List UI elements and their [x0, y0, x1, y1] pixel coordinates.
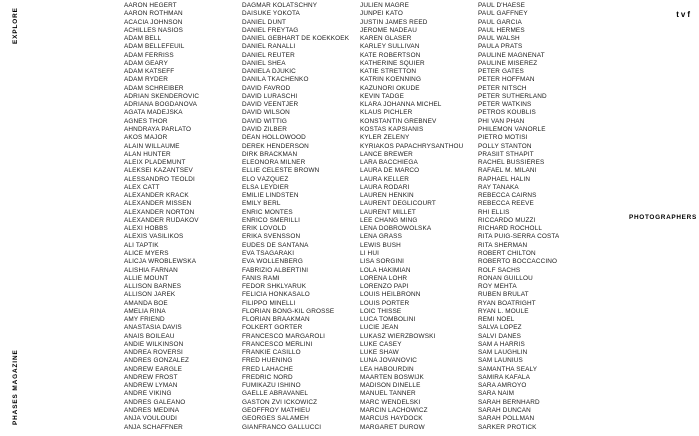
photographer-link[interactable]: PRASIIT STHAPIT	[478, 150, 534, 158]
photographer-link[interactable]: SAM LAUNIUS	[478, 357, 523, 365]
explore-nav-link[interactable]: EXPLORE	[12, 7, 19, 44]
photographer-link[interactable]: LEWIS BUSH	[360, 241, 401, 249]
photographer-link[interactable]: PAUL WALSH	[478, 35, 520, 43]
photographer-link[interactable]: PETER NITSCH	[478, 84, 527, 92]
photographer-link[interactable]: ALI TAPTIK	[124, 241, 159, 249]
photographer-link[interactable]: SALVI DANÉS	[478, 332, 522, 340]
photographer-link[interactable]: ALAN HUNTER	[124, 150, 171, 158]
photographer-link[interactable]: KOSTAS KAPSIANIS	[360, 125, 424, 133]
photographer-link[interactable]: ANDRÉ VIKING	[124, 390, 172, 398]
photographer-link[interactable]: ALICJA WRÓBLEWSKA	[124, 258, 197, 266]
photographer-link[interactable]: RICCARDO MUZZI	[478, 216, 536, 224]
photographer-link[interactable]: GEOFFROY MATHIEU	[242, 407, 311, 415]
photographer-link[interactable]: RITA PUIG-SERRA COSTA	[478, 233, 560, 241]
photographer-link[interactable]: KLAUS PICHLER	[360, 109, 413, 117]
photographer-link[interactable]: ANDREW LYMAN	[124, 382, 178, 390]
photographer-link[interactable]: DAVID FAVROD	[242, 84, 291, 92]
photographer-link[interactable]: PETER GATES	[478, 68, 524, 76]
photographer-link[interactable]: FANIS RAMI	[242, 274, 280, 282]
photographer-link[interactable]: KLARA JOHANNA MICHEL	[360, 101, 442, 109]
photographer-link[interactable]: GIANFRANCO GALLUCCI	[242, 423, 322, 431]
photographer-link[interactable]: PAUL GARCIA	[478, 18, 522, 26]
photographer-link[interactable]: LUKE CASEY	[360, 340, 402, 348]
photographer-link[interactable]: LAURA KELLER	[360, 175, 410, 183]
photographer-link[interactable]: ADAM GEARY	[124, 59, 168, 67]
photographer-link[interactable]: ALESSANDRO TEOLDI	[124, 175, 195, 183]
photographer-link[interactable]: RITA SHERMAN	[478, 241, 528, 249]
photographer-link[interactable]: KEVIN TADGE	[360, 92, 405, 100]
photographer-link[interactable]: EMILIE LINDSTEN	[242, 192, 299, 200]
photographer-link[interactable]: ALEXANDER RUDAKOV	[124, 216, 199, 224]
photographer-link[interactable]: LAURENT DEGLICOURT	[360, 200, 436, 208]
photographer-link[interactable]: AHNDRAYA PARLATO	[124, 125, 192, 133]
photographer-link[interactable]: RÉMI NOËL	[478, 316, 515, 324]
photographer-link[interactable]: SAMIRA KAFALA	[478, 373, 531, 381]
photographer-link[interactable]: ADAM SCHREIBER	[124, 84, 184, 92]
photographer-link[interactable]: ANASTASIA DAVIS	[124, 324, 182, 332]
photographer-link[interactable]: ANDREW FROST	[124, 373, 178, 381]
social-links	[676, 11, 690, 19]
photographer-link[interactable]: PAUL HERMES	[478, 26, 525, 34]
photographer-link[interactable]: RICHARD ROCHOLL	[478, 225, 543, 233]
photographer-link[interactable]: DAISUKE YOKOTA	[242, 10, 300, 18]
photographer-link[interactable]: LENA GRASS	[360, 233, 402, 241]
photographer-link[interactable]: DAVID ZILBER	[242, 125, 288, 133]
photographer-link[interactable]: KONSTANTIN GREBNEV	[360, 117, 437, 125]
photographer-link[interactable]: LOUIS PORTER	[360, 299, 410, 307]
photographer-link[interactable]: ANJA SCHAFFNER	[124, 423, 183, 431]
photographer-link[interactable]: ADRIANA BOGDANOVA	[124, 101, 198, 109]
photographer-link[interactable]: ANAÏS BOILEAU	[124, 332, 175, 340]
photographer-link[interactable]: ADAM FERRISS	[124, 51, 174, 59]
photographers-nav-link[interactable]: PHOTOGRAPHERS	[629, 214, 697, 221]
photographer-link[interactable]: ANJA VOULOUDI	[124, 415, 178, 423]
photographer-link[interactable]: RUBEN BRULAT	[478, 291, 529, 299]
photographer-link[interactable]: PETER HOFFMAN	[478, 76, 535, 84]
photographer-link[interactable]: LÉA HABOURDIN	[360, 365, 414, 373]
photographer-link[interactable]: KYLER ZELENY	[360, 134, 410, 142]
photographer-link[interactable]: LOÏC THISSE	[360, 307, 402, 315]
photographer-link[interactable]: EUDES DE SANTANA	[242, 241, 309, 249]
photographer-link[interactable]: PIETRO MOTISI	[478, 134, 528, 142]
photographer-link[interactable]: PETROS KOUBLIS	[478, 109, 536, 117]
photographer-link[interactable]: JULIEN MAGRE	[360, 2, 410, 9]
photographer-link[interactable]: FRED LAHACHE	[242, 365, 294, 373]
photographer-link[interactable]: FRANCESCO MERLINI	[242, 340, 313, 348]
photographer-link[interactable]: DAVID LURASCHI	[242, 92, 298, 100]
photographer-link[interactable]: ELEONORA MILNER	[242, 159, 306, 167]
photographer-link[interactable]: LENA DOBROWOLSKA	[360, 225, 432, 233]
photographer-link[interactable]: RYAN BOATRIGHT	[478, 299, 536, 307]
photographer-link[interactable]: DANILA TKACHENKO	[242, 76, 309, 84]
photographer-link[interactable]: ALEIX PLADEMUNT	[124, 159, 186, 167]
photographer-link[interactable]: ADAM BELLEFEUIL	[124, 43, 185, 51]
photographer-link[interactable]: SAM LAUGHLIN	[478, 349, 528, 357]
photographer-link[interactable]: LAURA DE MARCO	[360, 167, 420, 175]
photographer-column-1	[124, 2, 199, 432]
photographer-link[interactable]: GAËLLE ABRAVANEL	[242, 390, 309, 398]
photographer-link[interactable]: LORENA LOHR	[360, 274, 408, 282]
photographer-link[interactable]: KATHERINE SQUIER	[360, 59, 425, 67]
photographer-link[interactable]: AMANDA BOE	[124, 299, 168, 307]
photographer-link[interactable]: DANIEL FREYTAG	[242, 26, 299, 34]
tumblr-icon[interactable]: t	[676, 10, 679, 19]
photographer-link[interactable]: LUCIE JEAN	[360, 324, 399, 332]
photographer-link[interactable]: FRANKIE CASILLO	[242, 349, 301, 357]
photographer-link[interactable]: MARCIN LACHOWICZ	[360, 407, 428, 415]
photographer-link[interactable]: ALEKSEI KAZANTSEV	[124, 167, 193, 175]
photographer-link[interactable]: ALEXI HOBBS	[124, 225, 168, 233]
photographer-link[interactable]: LUKE SHAW	[360, 349, 399, 357]
photographer-link[interactable]: LUCA TOMBOLINI	[360, 316, 416, 324]
photographer-link[interactable]: RAY TANAKA	[478, 183, 519, 191]
photographer-link[interactable]: SARKER PROTICK	[478, 423, 537, 431]
facebook-icon[interactable]: f	[687, 10, 690, 19]
photographer-link[interactable]: SARAH DUNCAN	[478, 407, 531, 415]
photographer-link[interactable]: LISA SORGINI	[360, 258, 405, 266]
photographer-column-4	[478, 2, 559, 432]
phases-magazine-nav-link[interactable]: PHASES MAGAZINE	[12, 349, 19, 425]
photographer-link[interactable]: MADISON DINELLE	[360, 382, 421, 390]
photographer-link[interactable]: ROBERT CHILTON	[478, 249, 536, 257]
photographer-link[interactable]: JUNPEI KATO	[360, 10, 403, 18]
photographer-link[interactable]: ALLISON BARNES	[124, 283, 182, 291]
photographer-link[interactable]: ADAM KATSEFF	[124, 68, 175, 76]
photographer-link[interactable]: ANDREW EARGLE	[124, 365, 183, 373]
photographer-link[interactable]: ACACIA JOHNSON	[124, 18, 183, 26]
photographer-link[interactable]: ANDRES GONZALEZ	[124, 357, 190, 365]
photographer-link[interactable]: ANDREA ROVERSI	[124, 349, 183, 357]
photographer-link[interactable]: MARCUS HAYDOCK	[360, 415, 423, 423]
photographer-link[interactable]: ELLIE CELESTE BROWN	[242, 167, 320, 175]
photographer-link[interactable]: LEE CHANG MING	[360, 216, 418, 224]
photographer-link[interactable]: MARC WENDELSKI	[360, 398, 421, 406]
photographer-link[interactable]: MANUEL TANNER	[360, 390, 416, 398]
photographer-link[interactable]: AMELIA RINA	[124, 307, 166, 315]
photographer-link[interactable]: DAGMAR KOLATSCHNY	[242, 2, 318, 9]
photographer-link[interactable]: PETER WATKINS	[478, 101, 532, 109]
photographer-link[interactable]: DAVID WILSON	[242, 109, 290, 117]
photographer-link[interactable]: MARGARET DUROW	[360, 423, 425, 431]
photographer-link[interactable]: SARAH POLLMAN	[478, 415, 535, 423]
photographer-link[interactable]: RACHEL BUSSIÈRES	[478, 159, 545, 167]
photographer-link[interactable]: PHI VAN PHAN	[478, 117, 525, 125]
photographer-link[interactable]: FILIPPO MINELLI	[242, 299, 296, 307]
photographer-link[interactable]: DANIEL SHEA	[242, 59, 286, 67]
photographer-link[interactable]: KYRIAKOS PAPACHRYSANTHOU	[360, 142, 464, 150]
photographer-link[interactable]: ALLIE MOUNT	[124, 274, 169, 282]
photographer-link[interactable]: ALEXIS VASILIKOS	[124, 233, 184, 241]
photographer-link[interactable]: LARA BACCHIEGA	[360, 159, 418, 167]
photographer-link[interactable]: ALEX CATT	[124, 183, 160, 191]
photographer-link[interactable]: ROLF SACHS	[478, 266, 521, 274]
photographer-link[interactable]: REBECCA REEVE	[478, 200, 534, 208]
photographer-link[interactable]: DEREK HENDERSON	[242, 142, 309, 150]
photographer-link[interactable]: ELO VÁZQUEZ	[242, 175, 289, 183]
photographer-link[interactable]: LAURA RODARI	[360, 183, 410, 191]
photographer-link[interactable]: FLORIAN BRAAKMAN	[242, 316, 310, 324]
photographer-link[interactable]: ELSA LEYDIER	[242, 183, 289, 191]
photographer-link[interactable]: SAM A HARRIS	[478, 340, 525, 348]
photographer-link[interactable]: PAULINE MISEREZ	[478, 59, 538, 67]
photographer-link[interactable]: LI HUI	[360, 249, 380, 257]
photographer-link[interactable]: LOUIS HEILBRONN	[360, 291, 421, 299]
photographer-link[interactable]: DANIELA DJUKIC	[242, 68, 296, 76]
photographer-link[interactable]: DANIEL DUNT	[242, 18, 287, 26]
photographer-link[interactable]: LUNA JOVANOVIC	[360, 357, 418, 365]
photographer-link[interactable]: DEAN HOLLOWOOD	[242, 134, 306, 142]
photographer-link[interactable]: LUKASZ WIERZBOWSKI	[360, 332, 436, 340]
photographer-link[interactable]: MAARTEN BOSWIJK	[360, 373, 424, 381]
photographer-link[interactable]: DIRK BRACKMAN	[242, 150, 298, 158]
photographer-link[interactable]: ALISHIA FARNAN	[124, 266, 178, 274]
photographer-link[interactable]: KATIE STRETTON	[360, 68, 417, 76]
vimeo-icon[interactable]: v	[680, 10, 686, 19]
photographer-link[interactable]: KARLEY SULLIVAN	[360, 43, 420, 51]
photographer-link[interactable]: FEDOR SHKLYARUK	[242, 283, 307, 291]
photographer-column-2	[242, 2, 349, 432]
photographer-link[interactable]: PAUL GAFFNEY	[478, 10, 528, 18]
photographer-link[interactable]: LORENZO PAPI	[360, 283, 409, 291]
photographer-link[interactable]: KATE ROBERTSON	[360, 51, 421, 59]
photographer-link[interactable]: KAZUNORI OKUDE	[360, 84, 420, 92]
photographer-link[interactable]: ACHILLES NASIOS	[124, 26, 184, 34]
photographer-link[interactable]: ADRIAN SKENDEROVIC	[124, 92, 200, 100]
photographer-link[interactable]: JUSTIN JAMES REED	[360, 18, 428, 26]
photographer-link[interactable]: REBECCA CAIRNS	[478, 192, 537, 200]
photographer-link[interactable]: DANIEL REUTER	[242, 51, 295, 59]
photographer-link[interactable]: KATRIN KOENNING	[360, 76, 422, 84]
photographer-link[interactable]: FABRIZIO ALBERTINI	[242, 266, 309, 274]
photographer-link[interactable]: GASTON ZVI ICKOWICZ	[242, 398, 318, 406]
photographer-link[interactable]: FELICIA HONKASALO	[242, 291, 310, 299]
photographer-link[interactable]: FRANCESCO MARGAROLI	[242, 332, 326, 340]
photographer-link[interactable]: FRED HUENING	[242, 357, 293, 365]
photographer-link[interactable]: SALVA LÓPEZ	[478, 324, 522, 332]
photographer-link[interactable]: ALEXANDER MISSEN	[124, 200, 192, 208]
photographer-link[interactable]: SARAH BERNHARD	[478, 398, 540, 406]
photographer-link[interactable]: ALLISON JAREK	[124, 291, 176, 299]
photographer-link[interactable]: ROBERTO BOCCACCINO	[478, 258, 558, 266]
photographer-link[interactable]: DAVID WITTIG	[242, 117, 287, 125]
photographer-link[interactable]: ANDIE WILKINSON	[124, 340, 184, 348]
photographer-column-3	[360, 2, 463, 432]
photographer-link[interactable]: ALICE MYERS	[124, 249, 169, 257]
photographer-link[interactable]: EVA WOLLENBERG	[242, 258, 303, 266]
photographer-link[interactable]: ALAIN WILLAUME	[124, 142, 180, 150]
photographer-link[interactable]: PETER SUTHERLAND	[478, 92, 547, 100]
photographer-link[interactable]: PHILÉMON VANORLÉ	[478, 125, 546, 133]
photographer-link[interactable]: ADAM BELL	[124, 35, 162, 43]
photographer-link[interactable]: FLORIAN BONG-KIL GROSSE	[242, 307, 335, 315]
photographer-link[interactable]: EMILY BERL	[242, 200, 281, 208]
photographer-link[interactable]: JÉRÔME NADEAU	[360, 26, 417, 34]
photographer-link[interactable]: SAMANTHA SEALY	[478, 365, 538, 373]
photographer-link[interactable]: RYAN L. MOULE	[478, 307, 529, 315]
photographer-link[interactable]: ENRIC MONTES	[242, 208, 293, 216]
photographer-link[interactable]: SARA NAIM	[478, 390, 515, 398]
photographer-link[interactable]: FUMIKAZU ISHINO	[242, 382, 301, 390]
photographer-link[interactable]: FOLKERT GORTER	[242, 324, 303, 332]
photographer-link[interactable]: ERIK LOVOLD	[242, 225, 287, 233]
photographer-link[interactable]: DANIEL RANALLI	[242, 43, 296, 51]
photographer-link[interactable]: GEORGES SALAMEH	[242, 415, 309, 423]
photographer-link[interactable]: AGNES THOR	[124, 117, 168, 125]
photographer-link[interactable]: PAULA PRATS	[478, 43, 523, 51]
photographer-link[interactable]: LAUREN HENKIN	[360, 192, 414, 200]
photographer-link[interactable]: RAFAEL M. MILANI	[478, 167, 537, 175]
photographer-link[interactable]: AARON ROTHMAN	[124, 10, 183, 18]
photographer-link[interactable]: ANDRÉS MEDINA	[124, 407, 180, 415]
photographer-link[interactable]: EVA TSAGARAKI	[242, 249, 295, 257]
photographer-link[interactable]: ROY MEHTA	[478, 283, 517, 291]
photographer-link[interactable]: AGATA MADEJSKA	[124, 109, 183, 117]
photographer-link[interactable]: ENRICO SMERILLI	[242, 216, 301, 224]
photographer-link[interactable]: AKOS MAJOR	[124, 134, 168, 142]
photographer-link[interactable]: RHI ELLIS	[478, 208, 510, 216]
photographer-link[interactable]: ADAM RYDER	[124, 76, 168, 84]
photographer-link[interactable]: KAREN GLASER	[360, 35, 412, 43]
photographer-link[interactable]: PAUL D'HAESE	[478, 2, 526, 9]
photographer-link[interactable]: LANCE BREWER	[360, 150, 413, 158]
photographer-link[interactable]: DANIEL GEBHART DE KOEKKOEK	[242, 35, 350, 43]
photographer-link[interactable]: DAVID VEENTJER	[242, 101, 299, 109]
photographer-link[interactable]: ANDRES GALEANO	[124, 398, 186, 406]
photographer-link[interactable]: LAURENT MILLET	[360, 208, 416, 216]
photographer-link[interactable]: PAULINE MAGNENAT	[478, 51, 545, 59]
photographer-link[interactable]: ALEXANDER NORTON	[124, 208, 195, 216]
photographer-link[interactable]: FREDRIC NORD	[242, 373, 293, 381]
photographer-link[interactable]: SARA AMROYO	[478, 382, 527, 390]
photographer-link[interactable]: POLLY STANTON	[478, 142, 532, 150]
photographer-link[interactable]: AARON HEGERT	[124, 2, 177, 9]
photographer-link[interactable]: ERIKA SVENSSON	[242, 233, 301, 241]
photographer-link[interactable]: AMY FRIEND	[124, 316, 165, 324]
photographer-link[interactable]: ALEXANDER KRACK	[124, 192, 189, 200]
photographer-link[interactable]: RAPHAËL HALIN	[478, 175, 531, 183]
photographer-link[interactable]: RONAN GUILLOU	[478, 274, 533, 282]
photographer-link[interactable]: LOLA HAKIMIAN	[360, 266, 411, 274]
